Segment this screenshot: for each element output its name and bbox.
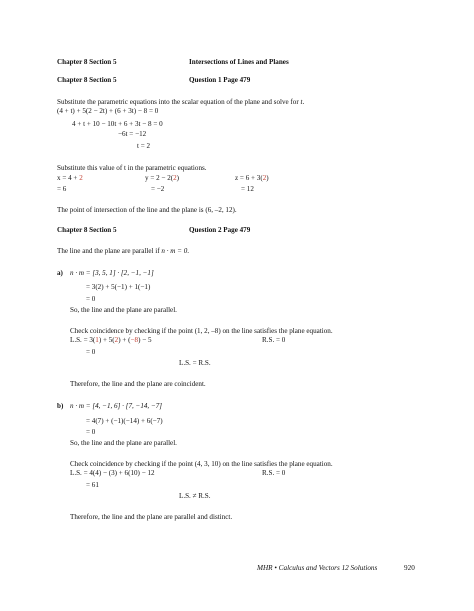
part-b-step-1: = 4(7) + (−1)(−14) + 6(−7): [86, 417, 163, 425]
part-a-parallel-statement: So, the line and the plane are parallel.: [70, 306, 177, 314]
chapter-heading: Chapter 8 Section 5: [57, 58, 117, 66]
part-a-label: a): [57, 269, 63, 277]
part-a-right-side: R.S. = 0: [262, 336, 286, 344]
q1-section-label: Chapter 8 Section 5: [57, 76, 117, 84]
part-b-label: b): [57, 402, 64, 410]
q1-conclusion: The point of intersection of the line and the plane is (6, –2, 12).: [57, 206, 237, 214]
q2-question-label: Question 2 Page 479: [189, 226, 251, 234]
part-b-left-side-result: = 61: [86, 481, 99, 489]
q1-equation-2: 4 + t + 10 − 10t + 6 + 3t − 8 = 0: [72, 120, 163, 128]
q1-equation-3: −6t = −12: [118, 130, 147, 138]
part-a-left-side-result: = 0: [86, 348, 96, 356]
part-b-parallel-statement: So, the line and the plane are parallel.: [70, 439, 177, 447]
part-b-check-text: Check coincidence by checking if the point (4, 3, 10) on the line satisfies the plane equation.: [70, 460, 333, 468]
section-title: Intersections of Lines and Planes: [189, 58, 289, 66]
q1-y-equation: y = 2 − 2(2): [145, 174, 180, 182]
part-a-step-1: = 3(2) + 5(−1) + 1(−1): [86, 283, 151, 291]
q1-equation-1: (4 + t) + 5(2 − 2t) + (6 + 3t) − 8 = 0: [57, 107, 159, 115]
part-b-right-side: R.S. = 0: [262, 469, 286, 477]
q1-x-result: = 6: [57, 185, 67, 193]
q1-substitute-text: Substitute this value of t in the parametric equations.: [57, 164, 207, 172]
q1-intro: Substitute the parametric equations into the scalar equation of the plane and solve for t.: [57, 98, 305, 106]
page-number: 920: [404, 564, 415, 572]
part-a-comparison: L.S. = R.S.: [179, 359, 211, 367]
q1-z-equation: z = 6 + 3(2): [235, 174, 269, 182]
q2-section-label: Chapter 8 Section 5: [57, 226, 117, 234]
footer-publisher: MHR • Calculus and Vectors 12 Solutions: [257, 564, 378, 572]
part-b-left-side: L.S. = 4(4) − (3) + 6(10) − 12: [70, 469, 155, 477]
part-a-left-side: L.S. = 3(1) + 5(2) + (−8) − 5: [70, 336, 152, 344]
part-a-step-2: = 0: [86, 295, 96, 303]
q1-z-result: = 12: [241, 185, 254, 193]
q1-question-label: Question 1 Page 479: [189, 76, 251, 84]
part-b-comparison: L.S. ≠ R.S.: [179, 492, 211, 500]
q1-equation-4: t = 2: [137, 142, 151, 150]
q2-parallel-condition: The line and the plane are parallel if n · m = 0.: [57, 247, 190, 255]
part-a-dot-product: n · m = [3, 5, 1] · [2, −1, −1]: [70, 269, 154, 277]
part-b-conclusion: Therefore, the line and the plane are parallel and distinct.: [70, 513, 233, 521]
part-b-dot-product: n · m = [4, −1, 6] · [7, −14, −7]: [70, 402, 163, 410]
q1-x-equation: x = 4 + 2: [57, 174, 83, 182]
part-a-check-text: Check coincidence by checking if the point (1, 2, –8) on the line satisfies the plane equation.: [70, 327, 333, 335]
part-a-conclusion: Therefore, the line and the plane are coincident.: [70, 380, 206, 388]
q1-y-result: = −2: [151, 185, 165, 193]
part-b-step-2: = 0: [86, 428, 96, 436]
